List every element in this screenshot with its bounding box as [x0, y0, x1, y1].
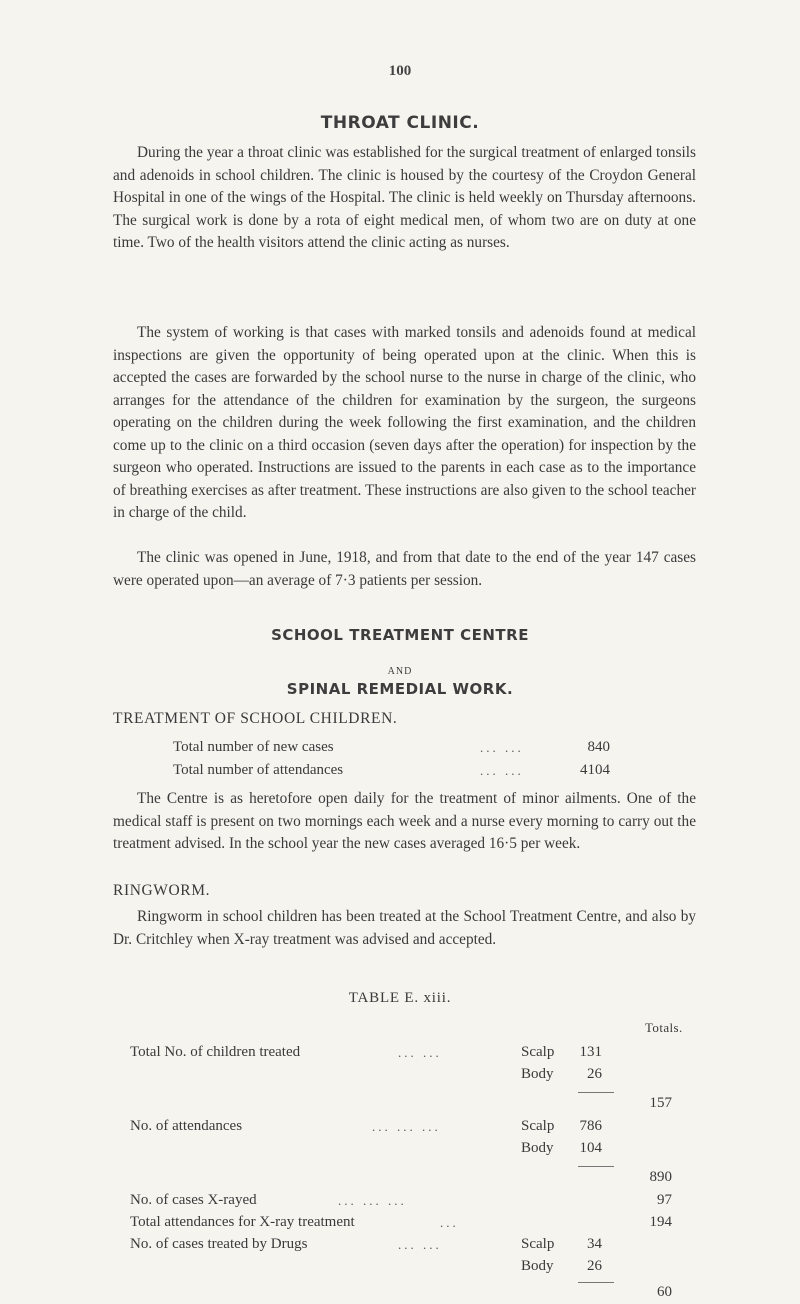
table-sub-value: 786: [579, 1118, 602, 1134]
stat-label-new-cases: Total number of new cases: [173, 739, 334, 755]
throat-paragraph-2: The system of working is that cases with marked tonsils and adenoids found at medical inspections are given the opportunity of being operated upon at the clinic. When this is accepted the cases are forwarded by the school nurse to the nurse in charge of the clinic, who arranges for the attendance of the children for examination by the surgeon, the surgeons operating on the children during the week following the first examination, and the children come up to the clinic on a third occasion (seven days after the operation) for inspection by the surgeon who operated. Instructions are issued to the parents in each case as to the importance of breathing exercises as after treatment. These instructions are also given to the school teacher in charge of the child.: [113, 324, 696, 521]
page-title: THROAT CLINIC.: [320, 113, 480, 133]
table-category: Body: [521, 1066, 554, 1082]
table-category: Scalp: [521, 1044, 555, 1060]
table-category: Scalp: [521, 1118, 555, 1134]
subtotal-rule: [578, 1092, 614, 1093]
centre-paragraph: The Centre is as heretofore open daily for the treatment of minor ailments. One of the medical staff is present on two mornings each week and a nurse every morning to carry out the treatment advised. In the school year the new cases averaged 16·5 per week.: [113, 790, 696, 852]
table-sub-value: 26: [587, 1066, 602, 1082]
throat-paragraph-1: During the year a throat clinic was established for the surgical treatment of enlarged tonsils and adenoids in school children. The clinic is housed by the courtesy of the Croydon General Hospital in one of the wings of the Hospital. The clinic is held weekly on Thursday afternoons. The surgical work is done by a rota of eight medical men, of whom two are on duty at one time. Two of the health visitors attend the clinic acting as nurses.: [113, 144, 696, 251]
table-total: 60: [657, 1284, 672, 1300]
table-total: 890: [649, 1169, 672, 1185]
table-total: 97: [657, 1192, 672, 1208]
section-heading-treatment-centre: SCHOOL TREATMENT CENTRE: [271, 626, 529, 644]
table-title: TABLE E. xiii.: [348, 990, 452, 1006]
table-leaders: ... ...: [398, 1045, 442, 1060]
table-leaders: ...: [440, 1215, 459, 1230]
stat-label-attendances: Total number of attendances: [173, 762, 344, 778]
table-row-label: No. of cases treated by Drugs: [130, 1236, 308, 1252]
ringworm-subheading: RINGWORM.: [113, 882, 211, 899]
ringworm-paragraph: Ringworm in school children has been treated at the School Treatment Centre, and also by Dr. Critchley when X-ray treatment was advised and accepted.: [113, 908, 696, 948]
table-row-label: No. of attendances: [130, 1118, 243, 1134]
table-category: Body: [521, 1140, 554, 1156]
table-row-label: No. of cases X-rayed: [130, 1192, 257, 1208]
table-sub-value: 34: [587, 1236, 602, 1252]
table-category: Body: [521, 1258, 554, 1274]
subtotal-rule: [578, 1166, 614, 1167]
table-category: Scalp: [521, 1236, 555, 1252]
throat-paragraph-3: The clinic was opened in June, 1918, and from that date to the end of the year 147 cases were operated upon—an average of 7·3 patients per session.: [113, 549, 696, 589]
table-sub-value: 131: [579, 1044, 602, 1060]
table-total: 194: [649, 1214, 672, 1230]
page-number: 100: [388, 63, 412, 79]
stat-leaders: ... ...: [480, 740, 524, 755]
subtotal-rule: [578, 1282, 614, 1283]
stat-value-attendances: 4104: [580, 762, 610, 778]
table-leaders: ... ...: [398, 1237, 442, 1252]
stat-leaders: ... ...: [480, 763, 524, 778]
table-total: 157: [649, 1095, 672, 1111]
stat-value-new-cases: 840: [587, 739, 610, 755]
table-totals-header: Totals.: [645, 1020, 683, 1035]
treatment-subheading: TREATMENT OF SCHOOL CHILDREN.: [113, 710, 398, 727]
section-heading-spinal-work: SPINAL REMEDIAL WORK.: [286, 680, 514, 698]
table-sub-value: 104: [579, 1140, 602, 1156]
table-sub-value: 26: [587, 1258, 602, 1274]
table-row-label: Total attendances for X-ray treatment: [130, 1214, 355, 1230]
section-heading-and: AND: [387, 666, 413, 677]
table-leaders: ... ... ...: [372, 1119, 441, 1134]
table-leaders: ... ... ...: [338, 1193, 407, 1208]
table-row-label: Total No. of children treated: [130, 1044, 301, 1060]
